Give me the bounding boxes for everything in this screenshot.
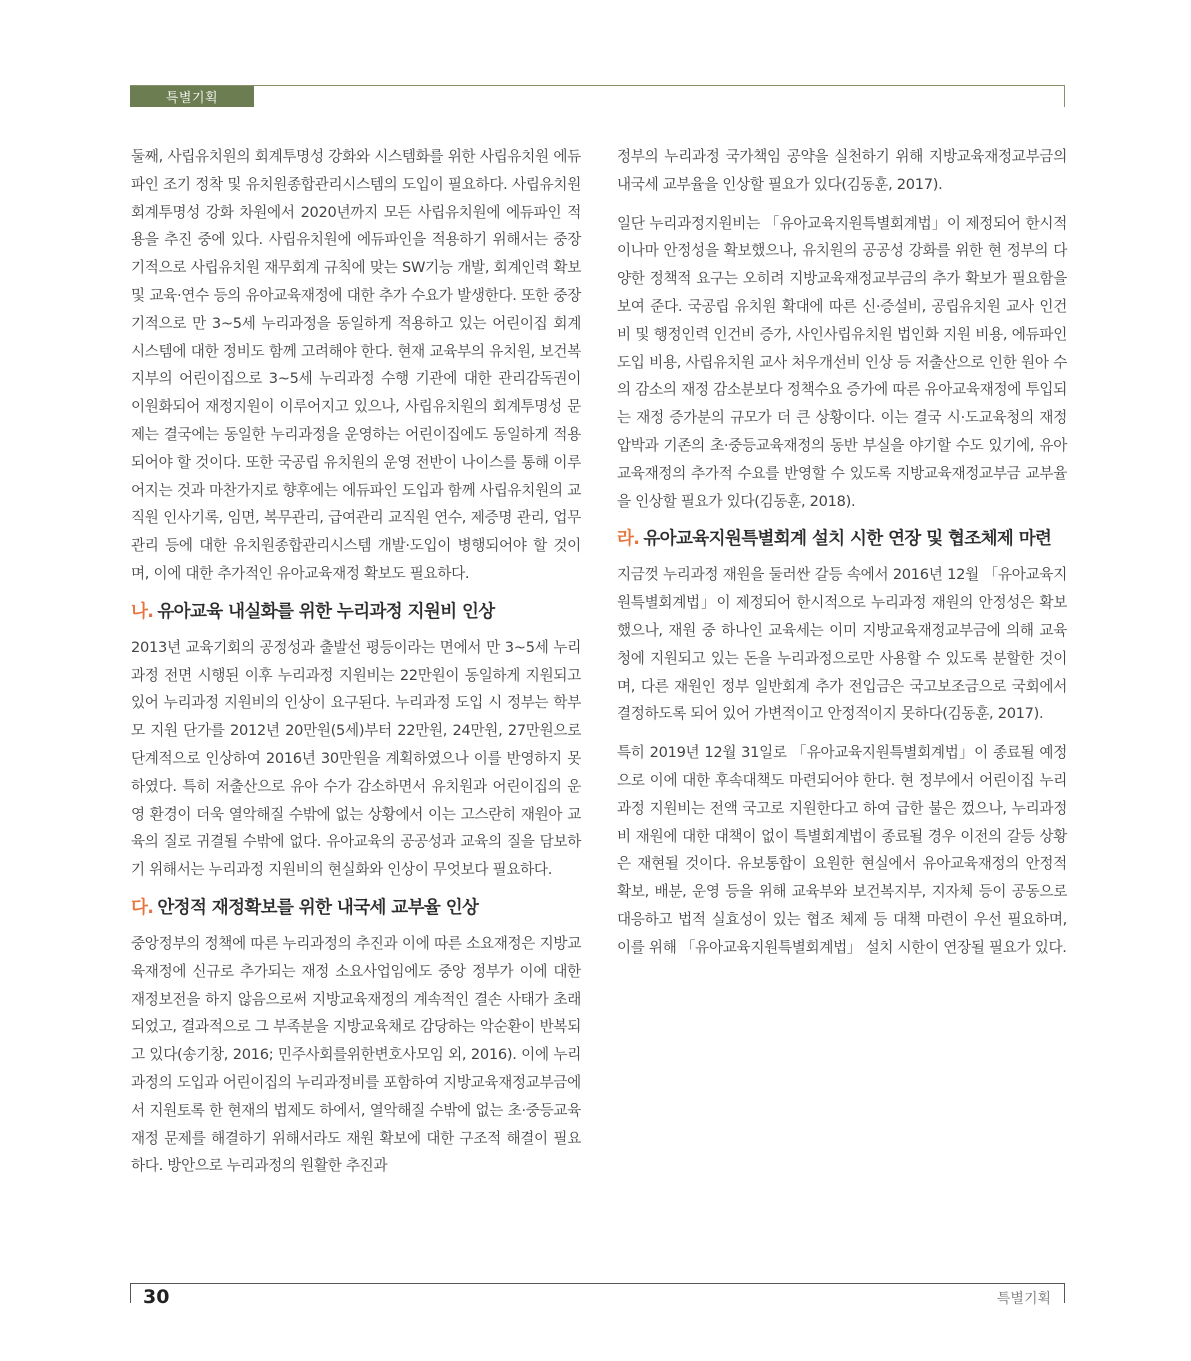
heading-marker: 나. (131, 601, 154, 622)
footer-tick-right (1064, 1283, 1065, 1303)
footer-section-label: 특별기획 (996, 1291, 1051, 1307)
heading-text: 유아교육 내실화를 위한 누리과정 지원비 인상 (157, 601, 495, 622)
heading-marker: 다. (131, 897, 154, 918)
left-column (131, 143, 581, 1191)
header-end-tick (1064, 85, 1065, 107)
paragraph: 정부의 누리과정 국가책임 공약을 실천하기 위해 지방교육재정교부금의 내국세 교부율을 인상할 필요가 있다(김동훈, 2017). (617, 148, 1067, 193)
footer-tick-left (130, 1283, 131, 1303)
heading-text: 안정적 재정확보를 위한 내국세 교부율 인상 (157, 897, 479, 918)
paragraph: 중앙정부의 정책에 따른 누리과정의 추진과 이에 따른 소요재정은 지방교육재정에 신규로 추가되는 재정 소요사업임에도 중앙 정부가 이에 대한 재정보전을 하지 않음으로써 지방교육재정의 계속적인 결손 사태가 초래되었고, 결과적으로 그 부족분을 지방교육채로 감당하는 악순환이 반복되고 있다(송기창, 2016; 민주사회를위한변호사모임 외, 2016). 이에 누리과정의 도입과 어린이집의 누리과정비를 포함하여 지방교육재정교부금에서 지원토록 한 현재의 법제도 하에서, 열악해질 수밖에 없는 초·중등교육재정 문제를 해결하기 위해서라도 재원 확보에 대한 구조적 해결이 필요하다. 방안으로 누리과정의 원활한 추진과 (131, 934, 581, 1175)
page-number: 30 (143, 1286, 170, 1308)
paragraph: 2013년 교육기회의 공정성과 출발선 평등이라는 면에서 만 3~5세 누리과정 전면 시행된 이후 누리과정 지원비는 22만원이 동일하게 지원되고 있어 누리과정 지원비의 인상이 요구된다. 누리과정 도입 시 정부는 학부모 지원 단가를 2012년 20만원(5세)부터 22만원, 24만원, 27만원으로 단계적으로 인상하여 2016년 30만원을 계획하였으나 이를 반영하지 못하였다. 특히 저출산으로 유아 수가 감소하면서 유치원과 어린이집의 운영 환경이 더욱 열악해질 수밖에 없는 상황에서 이는 고스란히 재원아 교육의 질로 귀결될 수밖에 없다. 유아교육의 공공성과 교육의 질을 담보하기 위해서는 누리과정 지원비의 현실화와 인상이 무엇보다 필요하다. (131, 638, 581, 879)
paragraph: 일단 누리과정지원비는 「유아교육지원특별회계법」이 제정되어 한시적이나마 안정성을 확보했으나, 유치원의 공공성 강화를 위한 현 정부의 다양한 정책적 요구는 오히려 지방교육재정교부금의 추가 확보가 필요함을 보여 준다. 국공립 유치원 확대에 따른 신·증설비, 공립유치원 교사 인건비 및 행정인력 인건비 증가, 사인사립유치원 법인화 지원 비용, 에듀파인 도입 비용, 사립유치원 교사 처우개선비 인상 등 저출산으로 인한 원아 수의 감소의 재정 감소분보다 정책수요 증가에 따른 유아교육재정에 투입되는 재정 증가분의 규모가 더 큰 상황이다. 이는 결국 시·도교육청의 재정 압박과 기존의 초·중등교육재정의 동반 부실을 야기할 수도 있기에, 유아교육재정의 추가적 수요를 반영할 수 있도록 지방교육재정교부금 교부율을 인상할 필요가 있다(김동훈, 2018). (617, 214, 1067, 510)
section-heading-na (131, 599, 581, 625)
section-heading-ra (617, 526, 1067, 552)
footer-rule (130, 1283, 1065, 1284)
heading-marker: 라. (617, 529, 640, 550)
header-rule (130, 85, 1065, 108)
right-column (617, 143, 1067, 973)
paragraph: 둘째, 사립유치원의 회계투명성 강화와 시스템화를 위한 사립유치원 에듀파인 조기 정착 및 유치원종합관리시스템의 도입이 필요하다. 사립유치원 회계투명성 강화 차원에서 2020년까지 모든 사립유치원에 에듀파인 적용을 추진 중에 있다. 사립유치원에 에듀파인을 적용하기 위해서는 중장기적으로 사립유치원 재무회계 규칙에 맞는 SW기능 개발, 회계인력 확보 및 교육·연수 등의 유아교육재정에 대한 추가 수요가 발생한다. 또한 중장기적으로 만 3~5세 누리과정을 동일하게 적용하고 있는 어린이집 회계시스템에 대한 정비도 함께 고려해야 한다. 현재 교육부의 유치원, 보건복지부의 어린이집으로 3~5세 누리과정 수행 기관에 대한 관리감독권이 이원화되어 재정지원이 이루어지고 있으나, 사립유치원의 회계투명성 문제는 결국에는 동일한 누리과정을 운영하는 어린이집에도 동일하게 적용되어야 할 것이다. 또한 국공립 유치원의 운영 전반이 나이스를 통해 이루어지는 것과 마찬가지로 향후에는 에듀파인 도입과 함께 사립유치원의 교직원 인사기록, 임면, 복무관리, 급여관리 교직원 연수, 제증명 관리, 업무관리 등에 대한 유치원종합관리시스템 개발·도입이 병행되어야 할 것이며, 이에 대한 추가적인 유아교육재정 확보도 필요하다. (131, 148, 581, 582)
section-tab: 특별기획 (130, 86, 254, 107)
paragraph: 특히 2019년 12월 31일로 「유아교육지원특별회계법」이 종료될 예정으로 이에 대한 후속대책도 마련되어야 한다. 현 정부에서 어린이집 누리과정 지원비는 전액 국고로 지원한다고 하여 급한 불은 껐으나, 누리과정비 재원에 대한 대책이 없이 특별회계법이 종료될 경우 이전의 갈등 상황은 재현될 것이다. 유보통합이 요원한 현실에서 유아교육재정의 안정적 확보, 배분, 운영 등을 위해 교육부와 보건복지부, 지자체 등이 공동으로 대응하고 법적 실효성이 있는 협조 체제 등 대책 마련이 우선 필요하며, 이를 위해 「유아교육지원특별회계법」 설치 시한이 연장될 필요가 있다. (617, 744, 1067, 956)
section-heading-da (131, 895, 581, 921)
heading-text: 유아교육지원특별회계 설치 시한 연장 및 협조체제 마련 (643, 529, 1052, 550)
paragraph: 지금껏 누리과정 재원을 둘러싼 갈등 속에서 2016년 12월 「유아교육지원특별회계법」이 제정되어 한시적으로 누리과정 재원의 안정성은 확보했으나, 재원 중 하나인 교육세는 이미 지방교육재정교부금에 의해 교육청에 지원되고 있는 돈을 누리과정으로만 사용할 수 있도록 분할한 것이며, 다른 재원인 정부 일반회계 추가 전입금은 국고보조금으로 국회에서 결정하도록 되어 있어 가변적이고 안정적이지 못하다(김동훈, 2017). (617, 566, 1067, 723)
